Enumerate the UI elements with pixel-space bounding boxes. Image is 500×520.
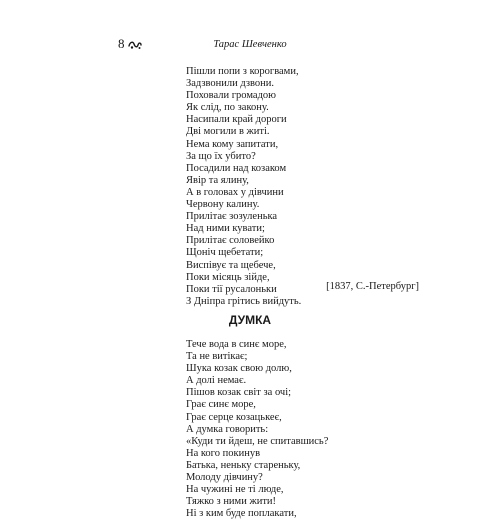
verse-line: Поки тії русалоньки bbox=[186, 283, 277, 295]
poem-2-verse bbox=[186, 339, 328, 520]
verse-line: Поки місяць зійде, bbox=[186, 271, 270, 283]
verse-line: Червону калину. bbox=[186, 199, 260, 211]
verse-line: А в головах у дівчини bbox=[186, 186, 284, 198]
poem-1-verse bbox=[186, 66, 301, 308]
verse-line: Батька, неньку стареньку, bbox=[186, 459, 301, 471]
running-title: Тарас Шевченко bbox=[213, 39, 287, 50]
verse-line: Шука козак свою долю, bbox=[186, 363, 292, 375]
verse-line: З Дніпра грітись вийдуть. bbox=[186, 295, 302, 307]
verse-line: Дві могили в житі. bbox=[186, 126, 270, 138]
verse-line: Виспівує та щебече, bbox=[186, 259, 276, 271]
verse-line: Пішли попи з корогвами, bbox=[186, 66, 299, 77]
verse-line: Тяжко з ними жити! bbox=[186, 496, 277, 508]
verse-line: Посадили над козаком bbox=[186, 162, 287, 174]
verse-line: Задзвонили дзвони. bbox=[186, 78, 275, 90]
verse-line: Щоніч щебетати; bbox=[186, 247, 264, 259]
verse-line: Поховали громадою bbox=[186, 90, 277, 102]
verse-line: Насипали край дороги bbox=[186, 114, 287, 126]
verse-line: «Куди ти йдеш, не спитавшись? bbox=[186, 435, 329, 447]
verse-line: Прилітає соловейко bbox=[186, 235, 275, 247]
verse-line: Нема кому запитати, bbox=[186, 138, 279, 150]
verse-line: А думка говорить: bbox=[186, 423, 269, 435]
verse-line: Грає синє море, bbox=[186, 399, 256, 411]
verse-line: А долі немає. bbox=[186, 375, 247, 387]
verse-line: На чужині не ті люде, bbox=[186, 484, 284, 496]
poem-1-dateline: [1837, С.-Петербург] bbox=[326, 281, 419, 292]
verse-line: Тече вода в синє море, bbox=[186, 339, 287, 350]
verse-line: Пішов козак світ за очі; bbox=[186, 387, 292, 399]
page-number-text: 8 bbox=[118, 36, 125, 51]
verse-line: Як слід, по закону. bbox=[186, 102, 269, 114]
verse-line: Грає серце козацькеє, bbox=[186, 411, 282, 423]
verse-line: Ні з ким буде поплакати, bbox=[186, 508, 297, 520]
verse-line: На кого покинув bbox=[186, 447, 261, 459]
verse-line: Явір та ялину, bbox=[186, 174, 249, 186]
poem-2-title: ДУМКА bbox=[228, 313, 272, 327]
verse-line: Та не витікає; bbox=[186, 351, 248, 363]
verse-line: Молоду дівчину? bbox=[186, 472, 263, 484]
verse-line: Прилітає зозуленька bbox=[186, 211, 278, 223]
verse-line: Над ними кувати; bbox=[186, 223, 265, 235]
verse-line: За що їх убито? bbox=[186, 150, 256, 162]
